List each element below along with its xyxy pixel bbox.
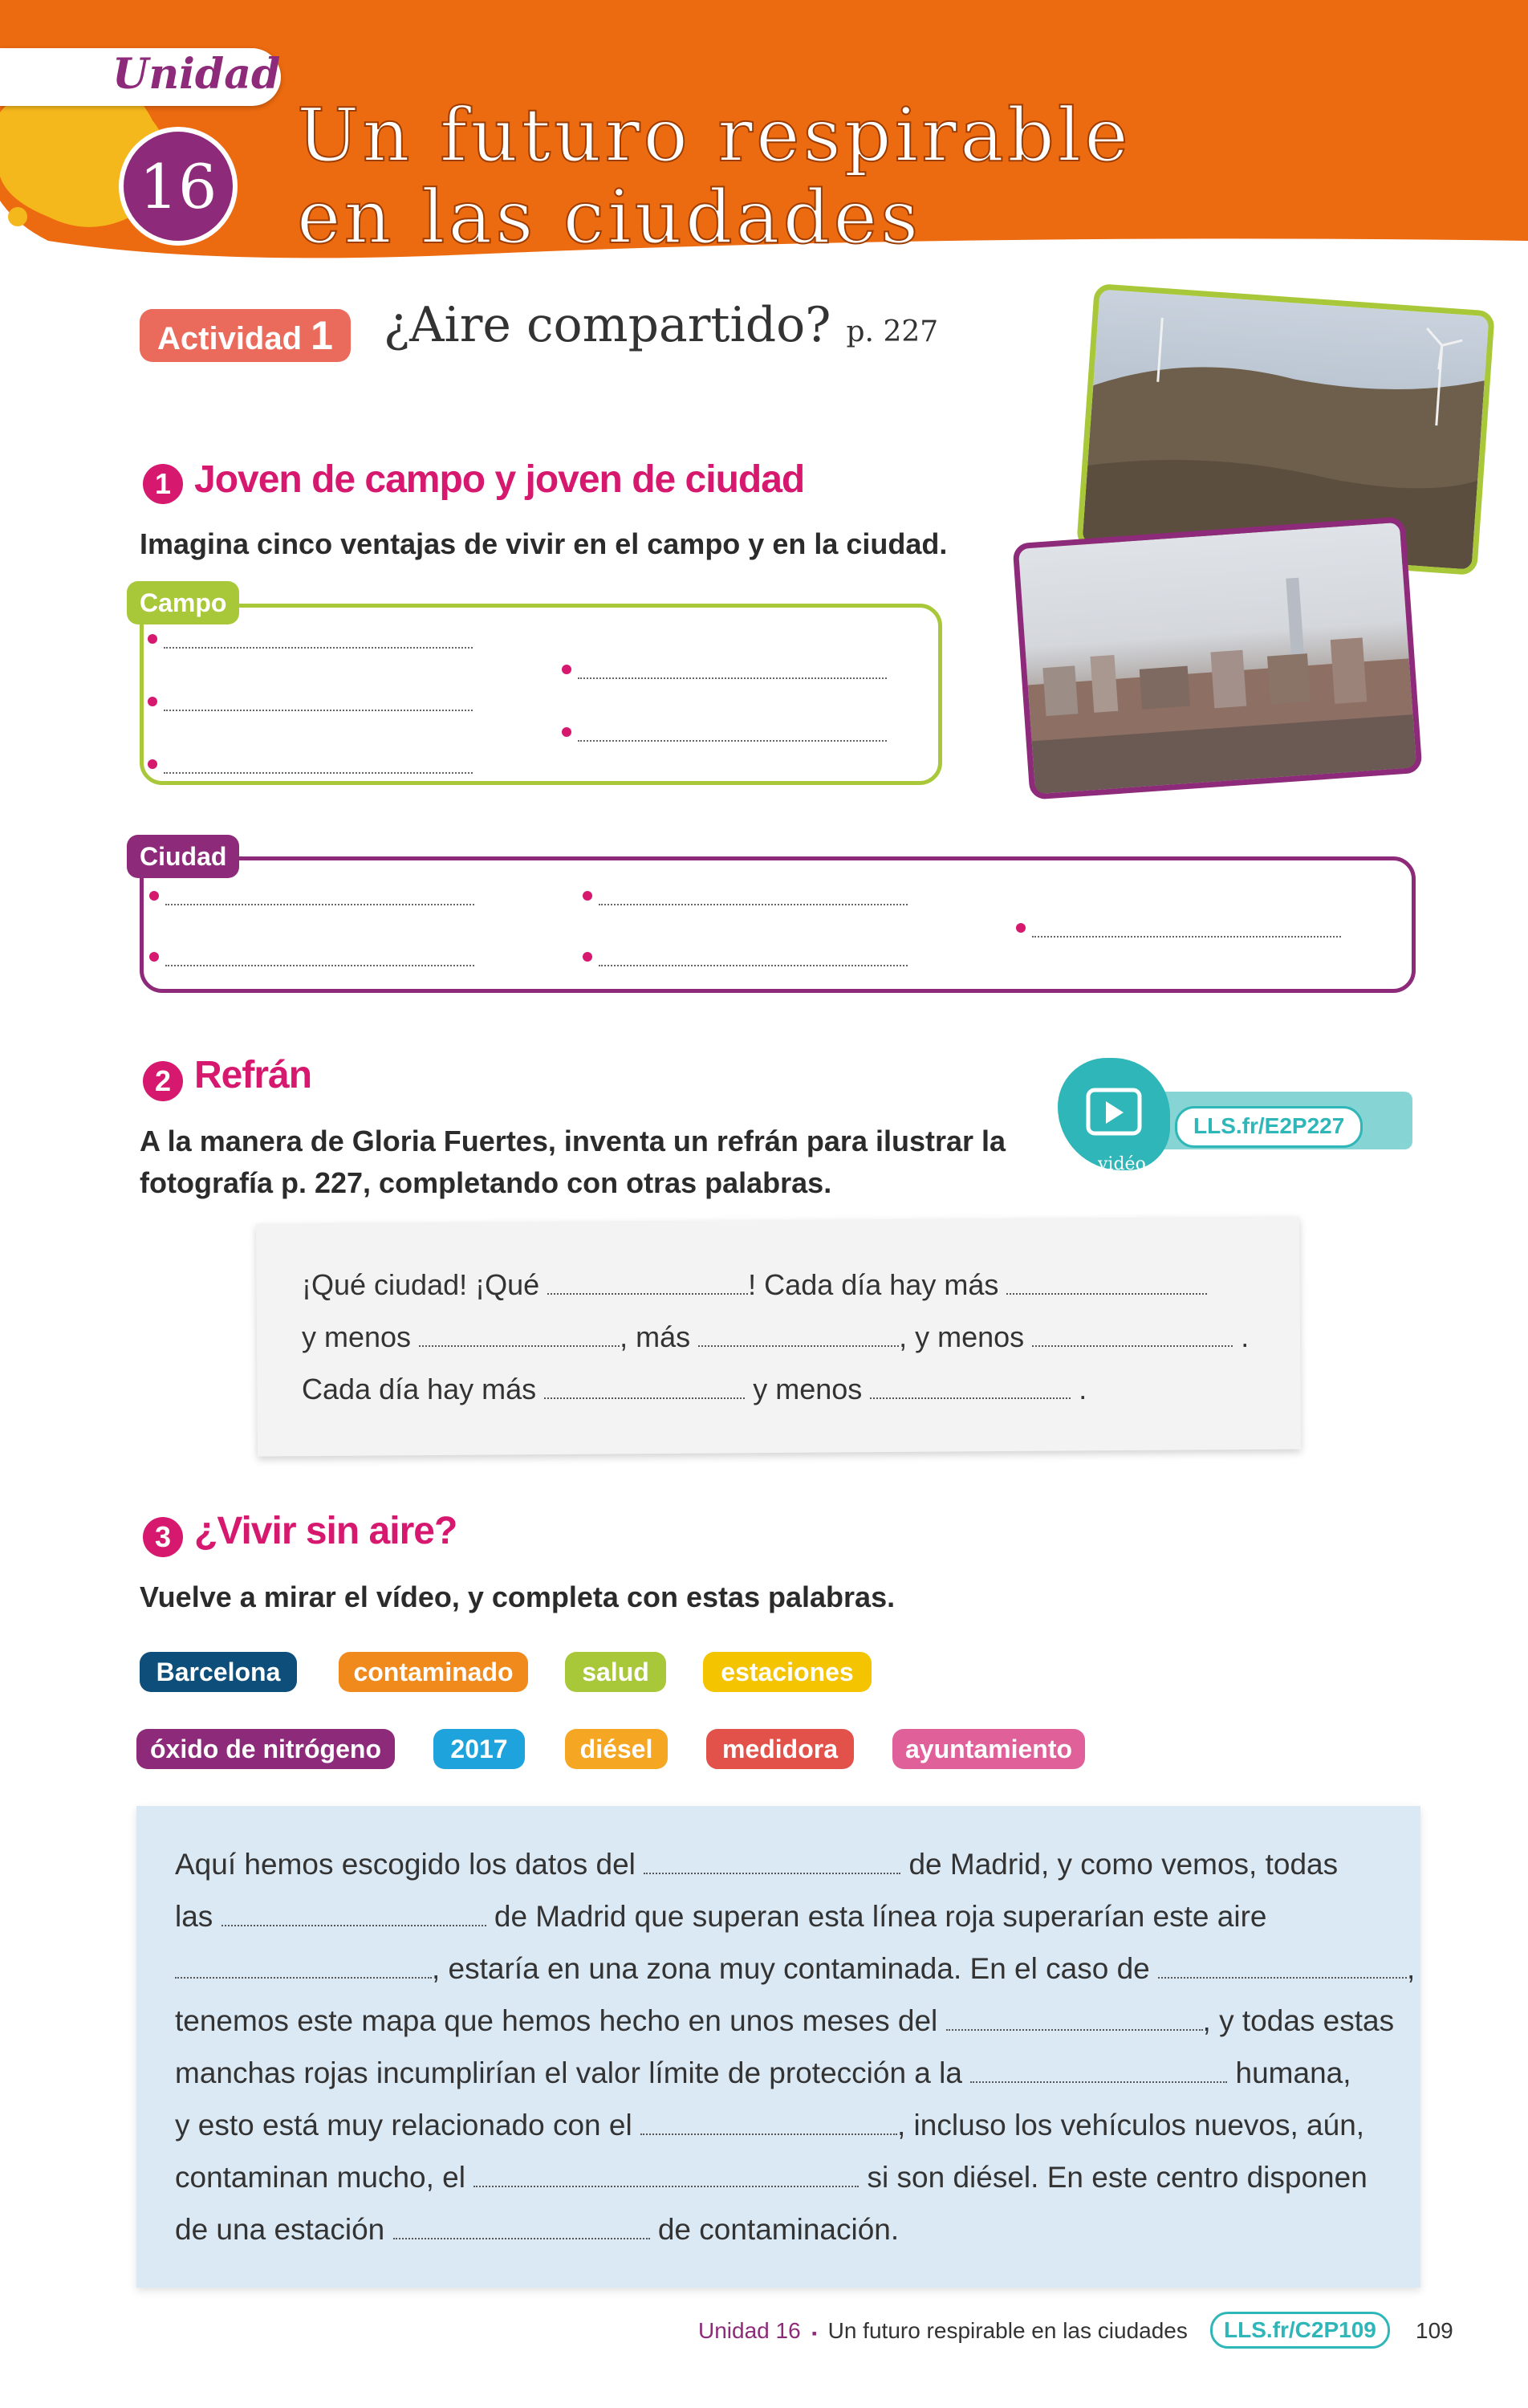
footer-link[interactable]: LLS.fr/C2P109	[1210, 2312, 1390, 2349]
footer-title: Un futuro respirable en las ciudades	[827, 2318, 1188, 2343]
refran-text: ¡Qué ciudad! ¡Qué	[302, 1268, 540, 1301]
cloze-text: ,	[1407, 1952, 1416, 1985]
word-chip: contaminado	[339, 1652, 528, 1692]
refran-blank[interactable]	[698, 1340, 899, 1347]
video-link[interactable]: LLS.fr/E2P227	[1175, 1106, 1363, 1148]
cloze-text: tenemos este mapa que hemos hecho en unos meses del	[175, 2004, 938, 2037]
cloze-blank[interactable]	[175, 1972, 432, 1979]
refran-text: .	[1079, 1373, 1087, 1405]
footer-text	[698, 2318, 1188, 2344]
refran-text: .	[1241, 1320, 1250, 1353]
cloze-text: contaminan mucho, el	[175, 2161, 465, 2194]
campo-label: Campo	[127, 581, 239, 624]
word-chip: estaciones	[703, 1652, 872, 1692]
refran-text: ! Cada día hay más	[748, 1268, 999, 1301]
section1-number: 1	[143, 464, 183, 504]
campo-box	[140, 604, 942, 785]
refran-line2	[302, 1320, 1249, 1352]
word-chip: óxido de nitrógeno	[136, 1729, 395, 1769]
ciudad-answer-line[interactable]	[583, 952, 920, 968]
cloze-text: las	[175, 1900, 213, 1933]
unit-title-line2: en las ciudades	[297, 174, 922, 260]
section1-title: Joven de campo y joven de ciudad	[194, 458, 805, 501]
unit-title	[297, 92, 1180, 260]
word-chip: ayuntamiento	[892, 1729, 1085, 1769]
section1-instruction: Imagina cinco ventajas de vivir en el campo y en la ciudad.	[140, 527, 948, 560]
cloze-text: humana,	[1235, 2056, 1351, 2089]
ciudad-answer-line[interactable]	[149, 952, 486, 968]
refran-blank[interactable]	[1006, 1288, 1207, 1295]
cloze-line5	[175, 2056, 1351, 2092]
cloze-line4	[175, 2004, 1394, 2040]
word-chip: salud	[565, 1652, 666, 1692]
cloze-blank[interactable]	[393, 2233, 650, 2239]
campo-answer-line[interactable]	[562, 727, 899, 743]
cloze-text: , incluso los vehículos nuevos, aún,	[897, 2109, 1365, 2142]
activity-title-text: ¿Aire compartido?	[384, 297, 831, 353]
cloze-text: , y todas estas	[1202, 2004, 1395, 2037]
refran-text: , y menos	[899, 1320, 1025, 1353]
refran-blank[interactable]	[870, 1393, 1071, 1399]
activity-title	[384, 297, 938, 353]
section2-number: 2	[143, 1061, 183, 1101]
section3-instruction: Vuelve a mirar el vídeo, y completa con estas palabras.	[140, 1580, 896, 1613]
ciudad-answer-line[interactable]	[583, 891, 920, 907]
ciudad-answer-line[interactable]	[1016, 923, 1353, 939]
refran-blank[interactable]	[419, 1340, 620, 1347]
video-badge[interactable]	[1058, 1058, 1170, 1170]
cloze-line6	[175, 2109, 1364, 2144]
video-label: vidéo	[1098, 1154, 1146, 1174]
campo-answer-line[interactable]	[148, 759, 485, 775]
refran-text: Cada día hay más	[302, 1373, 537, 1405]
activity-number: 1	[311, 313, 333, 358]
ciudad-label: Ciudad	[127, 835, 239, 878]
activity-label: Actividad	[157, 321, 303, 356]
cloze-line1	[175, 1848, 1338, 1883]
word-chip: Barcelona	[140, 1652, 297, 1692]
refran-text: y menos	[753, 1373, 863, 1405]
cloze-blank[interactable]	[640, 2129, 897, 2135]
cloze-blank[interactable]	[946, 2024, 1203, 2031]
unidad-label: Unidad	[112, 50, 281, 99]
refran-blank[interactable]	[547, 1288, 748, 1295]
footer-unit: Unidad 16	[698, 2318, 801, 2343]
section2-title: Refrán	[194, 1054, 312, 1096]
cloze-blank[interactable]	[644, 1868, 900, 1874]
ciudad-answer-line[interactable]	[149, 891, 486, 907]
cloze-text: y esto está muy relacionado con el	[175, 2109, 632, 2142]
cloze-blank[interactable]	[1158, 1972, 1407, 1979]
unit-number-badge: 16	[119, 127, 238, 246]
cloze-text: si son diésel. En este centro disponen	[867, 2161, 1367, 2194]
section3-title: ¿Vivir sin aire?	[194, 1510, 457, 1552]
campo-answer-line[interactable]	[148, 634, 485, 650]
activity-pill	[140, 309, 351, 362]
cloze-text: de una estación	[175, 2213, 385, 2246]
cloze-line8	[175, 2213, 899, 2248]
refran-text: , más	[620, 1320, 691, 1353]
cloze-blank[interactable]	[473, 2181, 859, 2187]
cloze-blank[interactable]	[221, 1920, 486, 1926]
section2-instruction-line1: A la manera de Gloria Fuertes, inventa un refrán para ilustrar la	[140, 1125, 1006, 1157]
cloze-text: de Madrid, y como vemos, todas	[908, 1848, 1339, 1881]
cloze-text: , estaría en una zona muy contaminada. En el caso de	[432, 1952, 1150, 1985]
video-play-icon	[1058, 1058, 1170, 1170]
refran-text: y menos	[302, 1320, 412, 1353]
campo-answer-line[interactable]	[562, 665, 899, 681]
city-skyline-photo	[1012, 516, 1422, 799]
campo-answer-line[interactable]	[148, 697, 485, 713]
cloze-line2	[175, 1900, 1266, 1935]
cloze-line7	[175, 2161, 1367, 2196]
refran-blank[interactable]	[1032, 1340, 1233, 1347]
footer-separator: ▪	[811, 2325, 817, 2341]
section2-instruction-line2: fotografía p. 227, completando con otras palabras.	[140, 1166, 832, 1199]
cloze-text: Aquí hemos escogido los datos del	[175, 1848, 636, 1881]
cloze-blank[interactable]	[970, 2076, 1227, 2083]
cloze-text: de Madrid que superan esta línea roja superarían este aire	[494, 1900, 1267, 1933]
word-chip: 2017	[433, 1729, 525, 1769]
unit-title-line1: Un futuro respirable	[297, 92, 1132, 178]
cloze-text: manchas rojas incumplirían el valor límite de protección a la	[175, 2056, 962, 2089]
cloze-text: de contaminación.	[657, 2213, 900, 2246]
refran-blank[interactable]	[544, 1393, 745, 1399]
word-chip: diésel	[565, 1729, 668, 1769]
word-chip: medidora	[706, 1729, 854, 1769]
refran-line3	[302, 1373, 1087, 1405]
activity-page-ref: p. 227	[846, 315, 939, 348]
cloze-line3	[175, 1952, 1415, 1987]
page-number: 109	[1416, 2318, 1453, 2343]
refran-line1	[302, 1268, 1207, 1300]
section3-number: 3	[143, 1517, 183, 1557]
